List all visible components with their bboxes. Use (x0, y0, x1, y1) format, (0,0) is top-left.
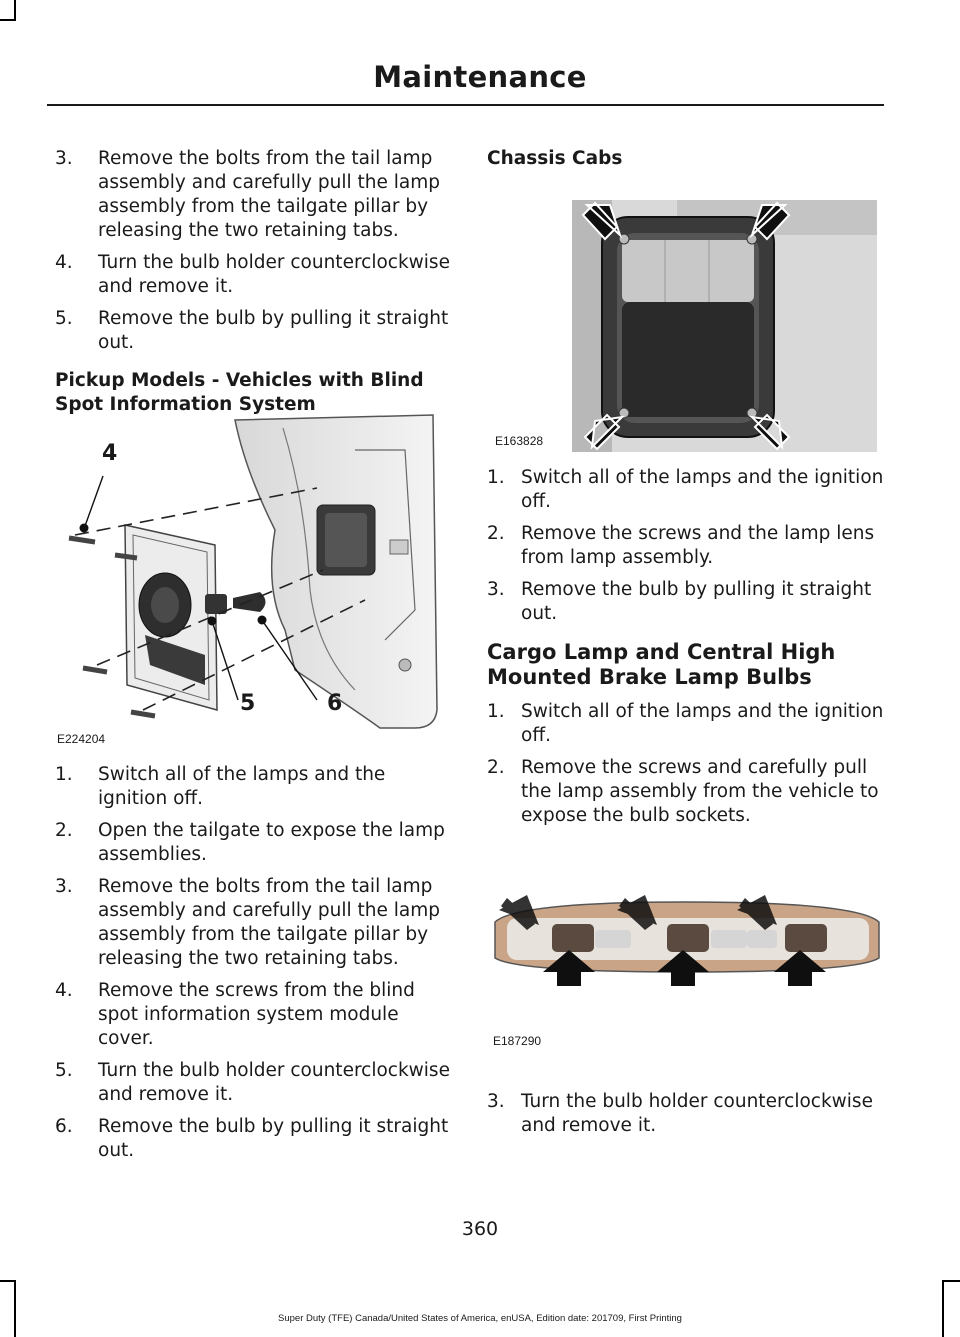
left-column-lower (55, 763, 450, 1171)
left-column (55, 147, 450, 417)
right-column-lower (487, 1090, 887, 1146)
list-item: 2. Open the tailgate to expose the lamp assemblies. (55, 820, 445, 865)
list-item: 6. Remove the bulb by pulling it straight out. (55, 1116, 449, 1161)
crop-mark (14, 0, 16, 20)
subheading: Pickup Models - Vehicles with Blind Spot Information System (55, 370, 424, 415)
callout-4: 4 (102, 441, 118, 466)
list-item: 1. Switch all of the lamps and the ignition off. (487, 701, 884, 746)
figure-code: E224204 (57, 732, 106, 746)
list-item: 2. Remove the screws and carefully pull the lamp assembly from the vehicle to expose the bulb sockets. (487, 757, 879, 826)
callout-5: 5 (240, 691, 256, 716)
figure-cargo-lamp (487, 880, 887, 1060)
list-item: 3. Remove the bolts from the tail lamp assembly and carefully pull the lamp assembly from the tailgate pillar by releasing the two retaining tabs. (55, 148, 440, 241)
crop-mark (14, 1280, 16, 1337)
crop-mark (0, 1280, 16, 1282)
figure-code: E163828 (495, 434, 544, 448)
section-heading: Cargo Lamp and Central High Mounted Brake Lamp Bulbs (487, 640, 836, 689)
list-item: 4. Remove the screws from the blind spot information system module cover. (55, 980, 415, 1049)
right-column (487, 466, 887, 836)
step-list (55, 147, 450, 355)
list-item: 5. Turn the bulb holder counterclockwise and remove it. (55, 1060, 450, 1105)
page-title: Maintenance (373, 60, 587, 94)
list-item: 3. Remove the bulb by pulling it straight out. (487, 579, 872, 624)
subheading-chassis-cabs: Chassis Cabs (487, 148, 623, 169)
header-rule (47, 104, 884, 106)
list-item: 5. Remove the bulb by pulling it straight out. (55, 308, 449, 353)
list-item: 1. Switch all of the lamps and the ignition off. (55, 764, 386, 809)
figure-chassis-cab-lamp (487, 195, 887, 455)
chassis-lamp-illustration (487, 195, 887, 455)
list-item: 2. Remove the screws and the lamp lens from lamp assembly. (487, 523, 875, 568)
cargo-lamp-illustration (487, 880, 887, 1060)
crop-mark (942, 1280, 960, 1282)
list-item: 1. Switch all of the lamps and the ignition off. (487, 467, 884, 512)
crop-mark (0, 19, 16, 21)
page-number: 360 (461, 1218, 499, 1240)
list-item: 3. Remove the bolts from the tail lamp assembly and carefully pull the lamp assembly from the tailgate pillar by releasing the two retaining tabs. (55, 876, 440, 969)
list-item: 4. Turn the bulb holder counterclockwise and remove it. (55, 252, 450, 297)
list-item: 3. Turn the bulb holder counterclockwise and remove it. (487, 1091, 873, 1136)
figure-code: E187290 (493, 1034, 542, 1048)
figure-tail-lamp-blis (55, 410, 455, 750)
footer-text: Super Duty (TFE) Canada/United States of America, enUSA, Edition date: 201709, First Printing (278, 1313, 682, 1324)
crop-mark (942, 1280, 944, 1337)
callout-6: 6 (327, 691, 343, 716)
